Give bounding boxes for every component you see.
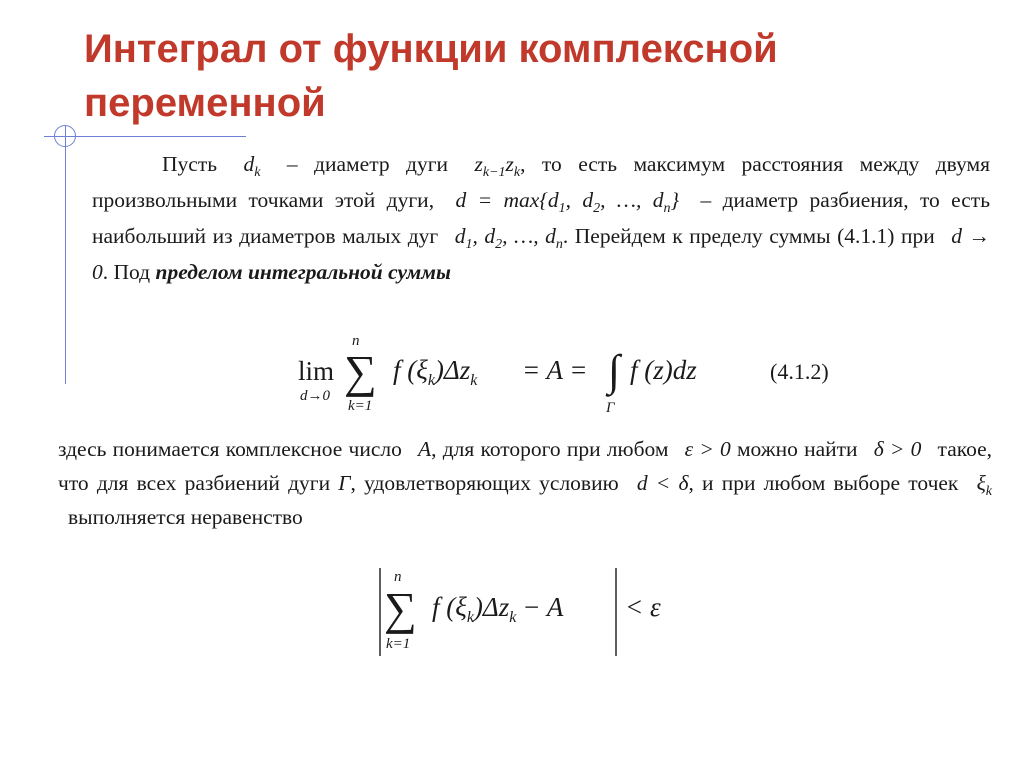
math-A: A xyxy=(418,437,432,461)
math-dmax: $d = \max\{d_1$, $d_2$, …, $d_n$} xyxy=(455,188,680,216)
bold-term: пределом интегральной суммы xyxy=(155,260,451,284)
integral-symbol: ∫ xyxy=(608,346,621,395)
summand: f $(\xi_k)\Delta z_k - A$ xyxy=(432,592,564,626)
decoration-vertical-line xyxy=(65,126,66,384)
sum-symbol: ∑ xyxy=(384,583,417,634)
sum-upper-limit: n xyxy=(352,333,360,349)
limit-formula xyxy=(298,332,858,416)
decoration-circle xyxy=(54,125,76,147)
integral-contour: Γ xyxy=(606,400,615,416)
math-xi-k: $\xi_k$ xyxy=(976,471,993,499)
math-arc-z: $z_{k-1}z_k$ xyxy=(474,152,521,180)
equation-number: (4.1.2) xyxy=(770,359,829,384)
sum-symbol: ∑ xyxy=(344,346,377,397)
integrand: f (z)dz xyxy=(630,355,697,385)
less-than-epsilon: < ε xyxy=(625,592,661,622)
inequality-formula xyxy=(376,568,676,658)
math-epsilon: ε > 0 xyxy=(684,437,731,461)
lim-text: lim xyxy=(298,356,335,386)
math-delta: δ > 0 xyxy=(873,437,922,461)
sum-lower-limit: k=1 xyxy=(348,398,373,414)
sum-upper-limit: n xyxy=(394,569,402,585)
summand: f $(\xi_k)\Delta z_k$ xyxy=(393,355,478,389)
math-d-to-zero: d → 0 xyxy=(92,224,991,284)
math-condition: d < δ xyxy=(636,471,689,495)
math-d-list: $d_1$, $d_2$, …, $d_n$ xyxy=(454,224,563,252)
definition-paragraph: Пусть $d_k$ – диаметр дуги $z_{k-1}z_k$, то есть максимум расстояния между двумя произвольными точками этой дуги, $d = \max\{d_1$, $d_2$, …, $d_n$} – диаметр разбиения, то есть наибольший из диаметров малых дуг $d_1$, $d_2$, …, $d_n$. Перейдем к пределу суммы (4.1.1) при d → 0. Под пределом интегральной суммы xyxy=(92,152,991,284)
math-gamma: Γ xyxy=(338,471,351,495)
explanation-paragraph: здесь понимается комплексное число A, для которого при любом ε > 0 можно найти δ > 0 такое, что для всех разбиений дуги Γ, удовлетворяющих условию d < δ, и при любом выборе точек $\xi_k$ выполняется неравенство xyxy=(58,437,993,529)
math-dk: $d_k$ xyxy=(243,152,261,180)
equals-a: = A = xyxy=(522,355,588,385)
slide-title: Интеграл от функции комплексной переменной xyxy=(84,27,778,125)
sum-lower-limit: k=1 xyxy=(386,636,411,652)
lim-subscript: d→0 xyxy=(300,388,330,404)
